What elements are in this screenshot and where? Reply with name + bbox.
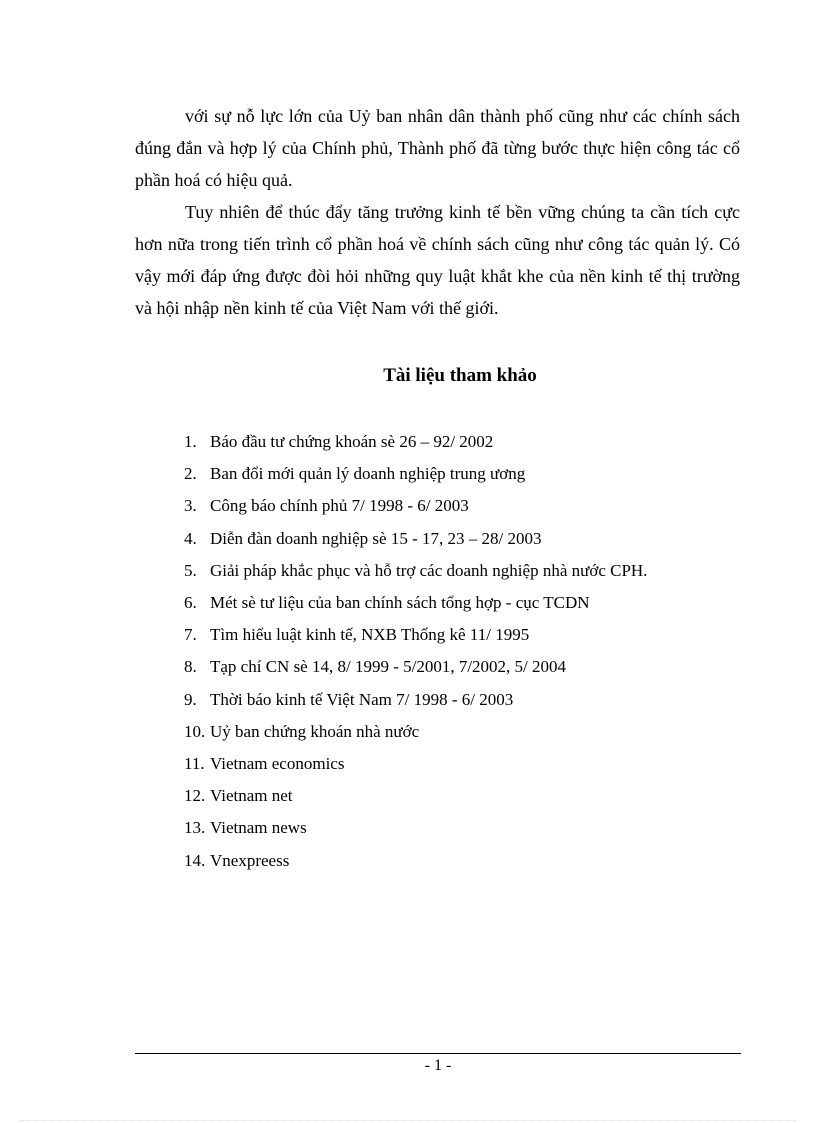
- reference-text: Vnexpreess: [210, 850, 290, 870]
- reference-number: 14.: [184, 850, 206, 870]
- reference-text: Vietnam economics: [210, 754, 345, 774]
- reference-item: [184, 587, 744, 619]
- reference-item: [184, 490, 744, 522]
- reference-number: 8.: [184, 657, 197, 677]
- reference-text: Uỷ ban chứng khoán nhà nước: [210, 721, 420, 741]
- references-list: [184, 426, 744, 877]
- reference-number: 9.: [184, 689, 197, 709]
- reference-text: Công báo chính phủ 7/ 1998 - 6/ 2003: [210, 496, 469, 516]
- reference-number: 7.: [184, 625, 197, 645]
- references-heading: Tài liệu tham khảo: [383, 365, 537, 386]
- reference-number: 10.: [184, 721, 206, 741]
- reference-item: [184, 619, 744, 651]
- reference-item: [184, 426, 744, 458]
- reference-number: 2.: [184, 464, 197, 484]
- reference-number: 12.: [184, 786, 206, 806]
- reference-text: Giải pháp khắc phục và hỗ trợ các doanh nghiệp nhà nước CPH.: [210, 560, 648, 580]
- reference-item: [184, 523, 744, 555]
- reference-item: [184, 555, 744, 587]
- reference-number: 6.: [184, 593, 197, 613]
- reference-text: Tạp chí CN sè 14, 8/ 1999 - 5/2001, 7/2002, 5/ 2004: [210, 657, 567, 677]
- reference-number: 1.: [184, 432, 197, 451]
- reference-number: 13.: [184, 818, 206, 838]
- reference-text: Ban đổi mới quản lý doanh nghiệp trung ương: [210, 464, 526, 484]
- reference-item: [184, 748, 744, 780]
- reference-text: Vietnam news: [210, 818, 307, 838]
- page-number: - 1 -: [424, 1057, 452, 1074]
- reference-item: [184, 684, 744, 716]
- reference-text: Diễn đàn doanh nghiệp sè 15 - 17, 23 – 28/ 2003: [210, 528, 542, 548]
- body-paragraph-2: Tuy nhiên để thúc đẩy tăng trưởng kinh tế bền vững chúng ta cần tích cực hơn nữa trong tiến trình cổ phần hoá về chính sách cũng như công tác quản lý. Có vậy mới đáp ứng được đòi hỏi những quy luật khắt khe của nền kinh tế thị trường và hội nhập nền kinh tế của Việt Nam với thế giới.: [135, 202, 740, 318]
- reference-text: Báo đầu tư chứng khoán sè 26 – 92/ 2002: [210, 432, 494, 451]
- page-bottom-edge: [20, 1120, 796, 1121]
- reference-item: [184, 845, 744, 877]
- reference-text: Mét sè tư liệu của ban chính sách tổng hợp - cục TCDN: [210, 593, 590, 613]
- reference-item: [184, 812, 744, 844]
- reference-text: Tìm hiểu luật kinh tế, NXB Thống kê 11/ 1995: [210, 625, 530, 645]
- reference-text: Thời báo kinh tế Việt Nam 7/ 1998 - 6/ 2003: [210, 689, 514, 709]
- body-paragraph-1: với sự nỗ lực lớn của Uỷ ban nhân dân thành phố cũng như các chính sách đúng đắn và hợp lý của Chính phủ, Thành phố đã từng bước thực hiện công tác cổ phần hoá có hiệu quả.: [135, 106, 740, 190]
- reference-number: 3.: [184, 496, 197, 516]
- footer-divider: [135, 1053, 741, 1054]
- reference-number: 11.: [184, 754, 205, 774]
- reference-text: Vietnam net: [210, 786, 293, 806]
- reference-number: 5.: [184, 560, 197, 580]
- reference-item: [184, 651, 744, 683]
- reference-item: [184, 716, 744, 748]
- reference-number: 4.: [184, 528, 197, 548]
- reference-item: [184, 780, 744, 812]
- reference-item: [184, 458, 744, 490]
- body-text: [135, 100, 740, 324]
